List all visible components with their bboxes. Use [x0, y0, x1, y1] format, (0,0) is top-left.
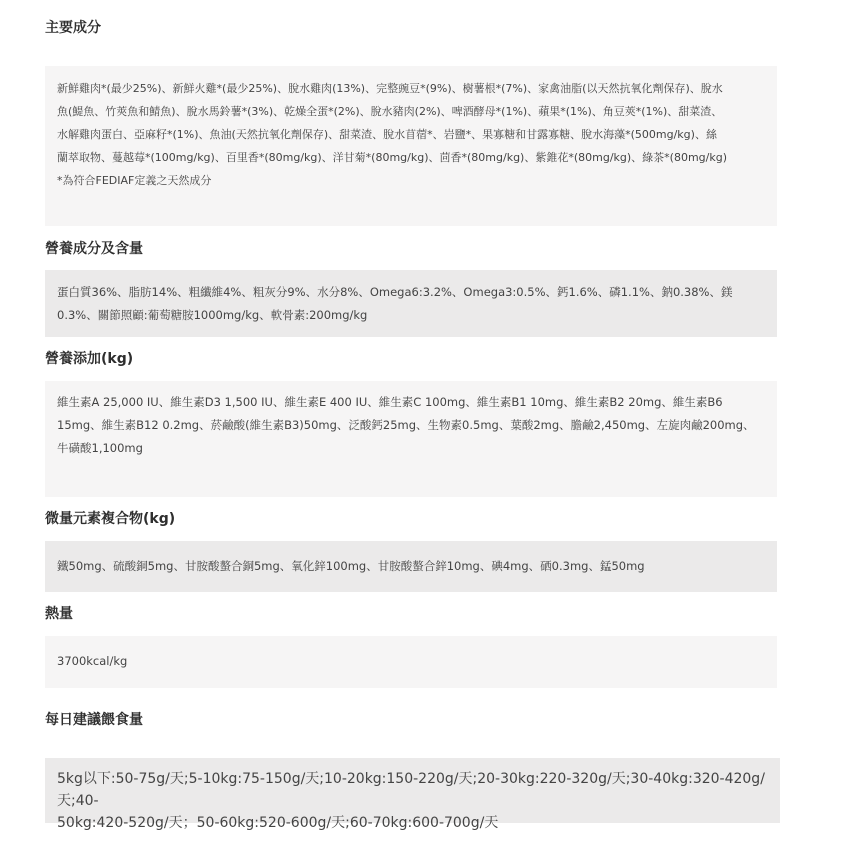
- additives-line: 牛磺酸1,100mg: [57, 441, 143, 455]
- section-title-nutrition: 營養成分及含量: [45, 241, 143, 257]
- calories-value: 3700kcal/kg: [57, 654, 128, 668]
- ingredients-line: 新鮮雞肉*(最少25%)、新鮮火雞*(最少25%)、脫水雞肉(13%)、完整豌豆*(9%)、樹薯根*(7%)、家禽油脂(以天然抗氧化劑保存)、脫水: [57, 82, 723, 95]
- ingredients-line: 蘭萃取物、蔓越莓*(100mg/kg)、百里香*(80mg/kg)、洋甘菊*(80mg/kg)、茴香*(80mg/kg)、紫錐花*(80mg/kg)、綠茶*(80mg/kg): [57, 151, 728, 164]
- ingredients-line: 水解雞肉蛋白、亞麻籽*(1%)、魚油(天然抗氧化劑保存)、甜菜渣、脫水苜蓿*、岩鹽*、果寡糖和甘露寡糖、脫水海藻*(500mg/kg)、絲: [57, 128, 717, 141]
- section-title-ingredients: 主要成分: [45, 20, 101, 36]
- ingredients-line: 魚(鯷魚、竹莢魚和鯖魚)、脫水馬鈴薯*(3%)、乾燥全蛋*(2%)、脫水豬肉(2%)、啤酒酵母*(1%)、蘋果*(1%)、角豆莢*(1%)、甜菜渣、: [57, 105, 723, 118]
- additives-box: [45, 381, 777, 497]
- feeding-line: 5kg以下:50-75g/天;5-10kg:75-150g/天;10-20kg:150-220g/天;20-30kg:220-320g/天;30-40kg:320-420g/天;40-: [57, 771, 765, 809]
- nutrition-line: 0.3%、關節照顧:葡萄糖胺1000mg/kg、軟骨素:200mg/kg: [57, 308, 368, 322]
- additives-line: 15mg、維生素B12 0.2mg、菸鹼酸(維生素B3)50mg、泛酸鈣25mg、生物素0.5mg、葉酸2mg、膽鹼2,450mg、左旋肉鹼200mg、: [57, 418, 755, 432]
- ingredients-note: *為符合FEDIAF定義之天然成分: [57, 174, 212, 187]
- trace-minerals-line: 鐵50mg、硫酸銅5mg、甘胺酸螯合銅5mg、氧化鋅100mg、甘胺酸螯合鋅10mg、碘4mg、硒0.3mg、錳50mg: [57, 559, 645, 573]
- section-title-calories: 熱量: [45, 606, 73, 622]
- section-title-trace-minerals: 微量元素複合物(kg): [45, 511, 176, 527]
- section-title-additives: 營養添加(kg): [45, 351, 134, 367]
- additives-line: 維生素A 25,000 IU、維生素D3 1,500 IU、維生素E 400 IU、維生素C 100mg、維生素B1 10mg、維生素B2 20mg、維生素B6: [57, 395, 723, 409]
- nutrition-line: 蛋白質36%、脂肪14%、粗纖維4%、粗灰分9%、水分8%、Omega6:3.2%、Omega3:0.5%、鈣1.6%、磷1.1%、鈉0.38%、鎂: [57, 285, 733, 299]
- feeding-line: 50kg:420-520g/天；50-60kg:520-600g/天;60-70kg:600-700g/天: [57, 815, 499, 831]
- section-title-feeding: 每日建議餵食量: [45, 712, 143, 728]
- ingredients-box: [45, 66, 777, 226]
- trace-minerals-box: [45, 541, 777, 592]
- feeding-box: [45, 758, 780, 831]
- calories-box: [45, 636, 777, 688]
- nutrition-box: [45, 270, 777, 337]
